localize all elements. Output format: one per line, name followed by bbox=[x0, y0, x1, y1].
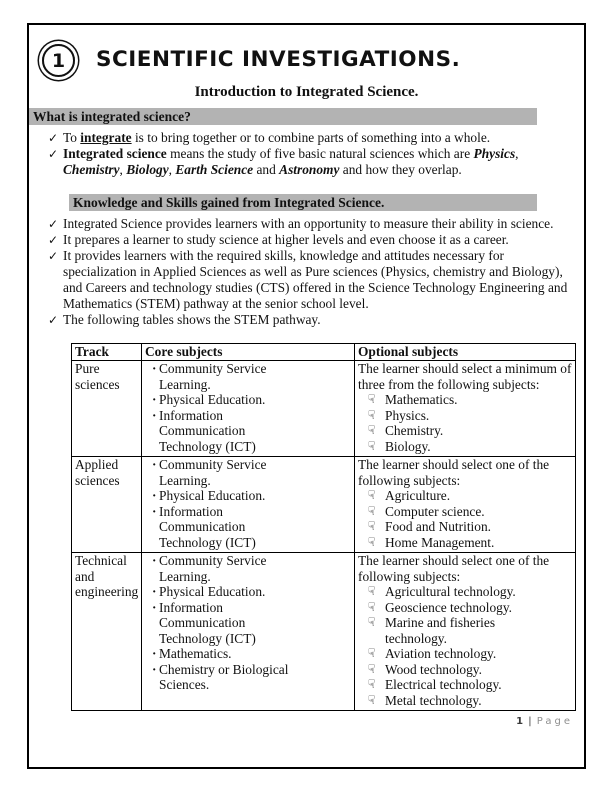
core-subject-text: Information Communication Technology (ICT) bbox=[159, 599, 256, 646]
core-subject-item bbox=[145, 553, 351, 584]
optional-subject-item bbox=[358, 535, 572, 551]
pointing-hand-bullet-icon: ☟ bbox=[368, 692, 376, 707]
footer-separator: | bbox=[528, 716, 532, 727]
dot-bullet-icon: · bbox=[152, 488, 157, 503]
page-subtitle: Introduction to Integrated Science. bbox=[194, 84, 419, 100]
core-subject-item bbox=[145, 646, 351, 662]
optional-subject-item bbox=[358, 662, 572, 678]
pointing-hand-bullet-icon: ☟ bbox=[368, 503, 376, 518]
optional-subject-item bbox=[358, 488, 572, 504]
bullet-item bbox=[48, 146, 576, 178]
optional-subject-text: Food and Nutrition. bbox=[385, 519, 492, 534]
pointing-hand-bullet-icon: ☟ bbox=[368, 488, 376, 502]
bullet-text: To integrate is to bring together or to combine parts of something into a whole. bbox=[63, 130, 491, 145]
checkmark-icon: ✓ bbox=[48, 131, 59, 145]
dot-bullet-icon: · bbox=[152, 661, 157, 677]
pointing-hand-bullet-icon: ☟ bbox=[368, 599, 376, 614]
pointing-hand-bullet-icon: ☟ bbox=[368, 423, 376, 437]
dot-bullet-icon: · bbox=[152, 457, 157, 472]
bullet-item bbox=[48, 216, 576, 232]
optional-subject-text: Marine and fisheries technology. bbox=[385, 615, 496, 646]
bullet-item bbox=[48, 312, 576, 328]
optional-subject-text: Chemistry. bbox=[385, 423, 444, 438]
section-heading-knowledge-and-skills: Knowledge and Skills gained from Integrated Science. bbox=[69, 194, 537, 211]
column-header-optional-subjects: Optional subjects bbox=[355, 344, 576, 361]
core-subject-text: Information Communication Technology (ICT) bbox=[159, 407, 256, 454]
core-subject-item bbox=[145, 488, 351, 504]
pointing-hand-bullet-icon: ☟ bbox=[368, 519, 376, 533]
footer-page-label: Page bbox=[536, 716, 573, 727]
core-subject-text: Mathematics. bbox=[159, 646, 232, 661]
document-header bbox=[29, 39, 584, 79]
core-subject-text: Community Service Learning. bbox=[159, 361, 267, 392]
optional-subject-text: Mathematics. bbox=[385, 392, 458, 407]
core-subject-item bbox=[145, 361, 351, 392]
table-row-technical-engineering bbox=[72, 553, 576, 711]
pointing-hand-bullet-icon: ☟ bbox=[368, 438, 376, 453]
page-title: SCIENTIFIC INVESTIGATIONS. bbox=[96, 46, 461, 72]
bullet-text: Integrated Science provides learners with an opportunity to measure their ability in science. bbox=[63, 216, 554, 231]
core-subject-item bbox=[145, 600, 351, 647]
core-subject-text: Physical Education. bbox=[159, 488, 266, 503]
bullet-item bbox=[48, 232, 576, 248]
dot-bullet-icon: · bbox=[152, 361, 157, 376]
track-cell: Applied sciences bbox=[72, 457, 142, 553]
core-subjects-cell bbox=[142, 457, 355, 553]
bullet-item bbox=[48, 130, 576, 146]
optional-subject-item bbox=[358, 504, 572, 520]
dot-bullet-icon: · bbox=[152, 503, 157, 519]
track-cell: Technical and engineering bbox=[72, 553, 142, 711]
pointing-hand-bullet-icon: ☟ bbox=[368, 677, 376, 691]
optional-subjects-cell bbox=[355, 457, 576, 553]
core-subject-item bbox=[145, 584, 351, 600]
checkmark-icon: ✓ bbox=[48, 313, 59, 327]
pointing-hand-bullet-icon: ☟ bbox=[368, 615, 376, 629]
pointing-hand-bullet-icon: ☟ bbox=[368, 661, 376, 676]
optional-subject-text: Biology. bbox=[385, 438, 431, 454]
optional-intro-text: The learner should select a minimum of three from the following subjects: bbox=[358, 361, 572, 392]
optional-subject-text: Aviation technology. bbox=[385, 646, 497, 661]
optional-intro-text: The learner should select one of the following subjects: bbox=[358, 553, 550, 584]
optional-subject-text: Metal technology. bbox=[385, 692, 482, 708]
optional-subjects-cell bbox=[355, 361, 576, 457]
optional-subject-text: Electrical technology. bbox=[385, 677, 502, 692]
checkmark-icon: ✓ bbox=[48, 249, 59, 263]
bullet-text: It prepares a learner to study science at higher levels and even choose it as a career. bbox=[63, 232, 509, 247]
core-subject-text: Community Service Learning. bbox=[159, 457, 267, 488]
checkmark-icon: ✓ bbox=[48, 147, 59, 161]
bullet-text: Integrated science means the study of five basic natural sciences which are Physics, Chemistry, Biology, Earth Science and Astronomy and how they overlap. bbox=[63, 146, 519, 177]
page-number: 1 bbox=[516, 716, 524, 727]
optional-subject-item bbox=[358, 693, 572, 709]
core-subject-text: Physical Education. bbox=[159, 392, 266, 407]
core-subject-item bbox=[145, 457, 351, 488]
table-row-applied-sciences bbox=[72, 457, 576, 553]
optional-subject-item bbox=[358, 677, 572, 693]
optional-subject-item bbox=[358, 519, 572, 535]
core-subject-text: Information Communication Technology (ICT) bbox=[159, 503, 256, 550]
optional-subject-text: Agriculture. bbox=[385, 488, 451, 503]
core-subject-text: Physical Education. bbox=[159, 584, 266, 599]
optional-subject-text: Computer science. bbox=[385, 503, 485, 519]
dot-bullet-icon: · bbox=[152, 599, 157, 615]
page-footer bbox=[29, 716, 573, 727]
optional-subject-text: Home Management. bbox=[385, 534, 495, 550]
optional-subject-item bbox=[358, 392, 572, 408]
core-subject-text: Chemistry or Biological Sciences. bbox=[159, 661, 289, 692]
core-subject-item bbox=[145, 662, 351, 693]
checkmark-icon: ✓ bbox=[48, 217, 59, 231]
optional-subject-item bbox=[358, 646, 572, 662]
optional-subject-item bbox=[358, 408, 572, 424]
core-subjects-cell bbox=[142, 361, 355, 457]
pointing-hand-bullet-icon: ☟ bbox=[368, 407, 376, 422]
core-subject-text: Community Service Learning. bbox=[159, 553, 267, 584]
bullet-text: The following tables shows the STEM pathway. bbox=[63, 312, 321, 327]
dot-bullet-icon: · bbox=[152, 584, 157, 599]
chapter-number: 1 bbox=[51, 49, 66, 72]
table-row-pure-sciences bbox=[72, 361, 576, 457]
optional-subject-text: Physics. bbox=[385, 407, 430, 423]
chapter-number-badge bbox=[42, 44, 75, 77]
page-border-frame bbox=[27, 23, 586, 769]
table-header-row bbox=[72, 344, 576, 361]
column-header-track: Track bbox=[72, 344, 142, 361]
column-header-core-subjects: Core subjects bbox=[142, 344, 355, 361]
optional-subject-item bbox=[358, 439, 572, 455]
stem-pathway-table bbox=[71, 343, 576, 711]
pointing-hand-bullet-icon: ☟ bbox=[368, 646, 376, 660]
track-cell: Pure sciences bbox=[72, 361, 142, 457]
pointing-hand-bullet-icon: ☟ bbox=[368, 392, 376, 406]
optional-subject-item bbox=[358, 600, 572, 616]
knowledge-bullet-list bbox=[29, 216, 584, 328]
optional-subject-text: Wood technology. bbox=[385, 661, 482, 677]
dot-bullet-icon: · bbox=[152, 646, 157, 661]
optional-subject-item bbox=[358, 584, 572, 600]
dot-bullet-icon: · bbox=[152, 407, 157, 423]
pointing-hand-bullet-icon: ☟ bbox=[368, 584, 376, 598]
optional-subject-item bbox=[358, 423, 572, 439]
core-subject-item bbox=[145, 392, 351, 408]
bullet-item bbox=[48, 248, 576, 312]
pointing-hand-bullet-icon: ☟ bbox=[368, 534, 376, 549]
core-subjects-cell bbox=[142, 553, 355, 711]
section-heading-what-is-integrated-science: What is integrated science? bbox=[29, 108, 537, 125]
optional-subject-text: Agricultural technology. bbox=[385, 584, 516, 599]
intro-bullet-list bbox=[29, 130, 584, 178]
dot-bullet-icon: · bbox=[152, 553, 157, 568]
checkmark-icon: ✓ bbox=[48, 233, 59, 247]
optional-subject-text: Geoscience technology. bbox=[385, 599, 513, 615]
optional-subject-item bbox=[358, 615, 572, 646]
core-subject-item bbox=[145, 504, 351, 551]
optional-subjects-cell bbox=[355, 553, 576, 711]
bullet-text: It provides learners with the required skills, knowledge and attitudes necessary for specialization in Applied Sciences as well as Pure sciences (Physics, chemistry and Biology), and Careers and technology studies (CTS) offered in the Science Technology Engineering and Mathematics (STEM) pathway at the senior school level. bbox=[63, 248, 568, 311]
dot-bullet-icon: · bbox=[152, 392, 157, 407]
core-subject-item bbox=[145, 408, 351, 455]
optional-intro-text: The learner should select one of the following subjects: bbox=[358, 457, 550, 488]
